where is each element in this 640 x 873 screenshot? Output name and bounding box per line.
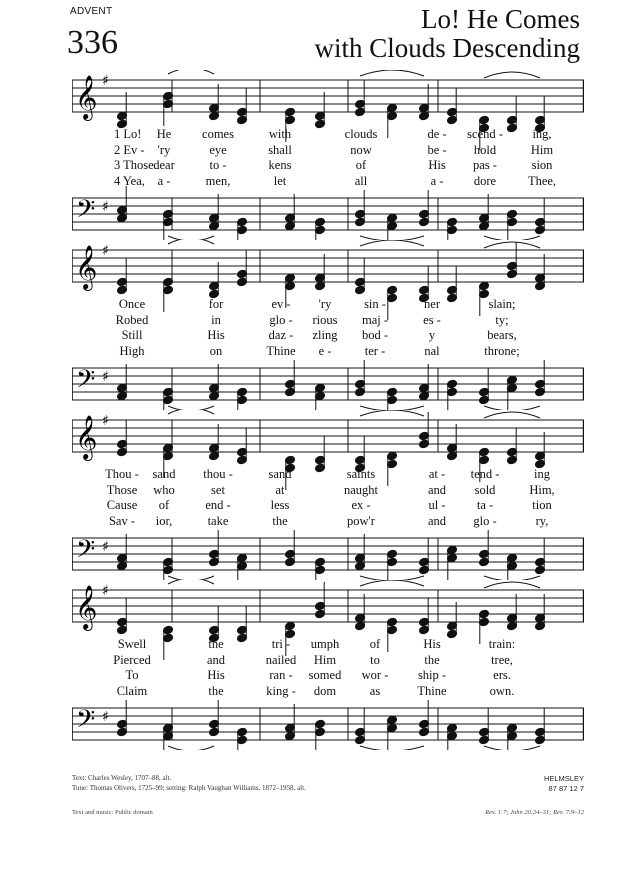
lyric-syllable: glo -: [269, 312, 293, 327]
lyric-syllable: set: [211, 482, 225, 497]
lyric-syllable: slain;: [488, 297, 516, 311]
lyric-syllable: His: [207, 328, 225, 342]
lyric-syllable: pas -: [473, 158, 497, 172]
lyric-syllable: who: [153, 482, 175, 497]
key-signature-sharp-icon: ♯: [102, 539, 109, 555]
treble-clef-icon: 𝄞: [75, 415, 98, 459]
lyric-syllable: the: [272, 513, 288, 528]
lyric-syllable: somed: [308, 668, 342, 682]
lyric-line-stanza-1: [72, 127, 584, 143]
lyric-syllable: ter -: [364, 343, 386, 358]
key-signature-sharp-icon: ♯: [102, 709, 109, 725]
lyric-syllable: less: [270, 498, 290, 512]
tune-credit: Tune: Thomas Olivers, 1725–99; setting: Ralph Vaughan Williams, 1872–1958, alt.: [72, 783, 306, 792]
scripture-references: Rev. 1:7; John 20:24–31; Rev. 7:9–12: [485, 809, 584, 816]
hymn-title: [180, 5, 580, 63]
key-signature-sharp-icon: ♯: [102, 413, 109, 429]
lyric-syllable: ty;: [495, 312, 509, 327]
lyric-syllable: His: [423, 637, 441, 651]
lyric-syllable: 1 Lo!: [114, 127, 142, 141]
lyric-syllable: naught: [343, 482, 379, 497]
lyric-syllable: be -: [427, 142, 447, 157]
lyric-syllable: now: [350, 142, 372, 157]
lyric-line-stanza-4: [72, 684, 584, 700]
music-system-1: [72, 70, 584, 240]
lyric-syllable: the: [424, 652, 440, 667]
lyric-syllable: He: [156, 127, 172, 141]
lyric-line-stanza-4: [72, 344, 584, 360]
lyric-syllable: maj -: [361, 312, 389, 327]
lyric-syllable: sion: [531, 158, 553, 172]
bass-staff: [72, 705, 584, 740]
lyric-syllable: pow'r: [347, 513, 375, 528]
text-credit: Text: Charles Wesley, 1707–88, alt.: [72, 774, 172, 782]
bass-staff: [72, 535, 584, 570]
lyric-syllable: Still: [121, 328, 143, 342]
lyric-syllable: for: [208, 297, 224, 311]
lyric-line-stanza-1: [72, 637, 584, 653]
lyric-syllable: end -: [205, 498, 231, 512]
lyric-syllable: 4 Yea,: [114, 173, 145, 188]
lyric-syllable: and: [206, 652, 226, 667]
lyric-syllable: ta -: [476, 498, 494, 512]
lyric-syllable: of: [369, 637, 381, 651]
tune-name: HELMSLEY: [543, 774, 584, 783]
lyric-syllable: with: [268, 127, 292, 141]
lyric-syllable: dore: [473, 173, 497, 188]
lyric-syllable: umph: [310, 637, 340, 651]
lyric-syllable: ex -: [351, 498, 371, 512]
meter: 87 87 12 7: [548, 783, 584, 793]
lyric-syllable: sand: [152, 467, 176, 481]
treble-staff: [72, 583, 584, 631]
lyric-syllable: comes: [202, 127, 234, 141]
lyric-line-stanza-2: [72, 313, 584, 329]
lyric-syllable: bears,: [487, 328, 517, 342]
hymn-title-line-2: with Clouds Descending: [314, 33, 580, 63]
lyric-syllable: Thou -: [105, 467, 139, 481]
lyric-line-stanza-2: [72, 483, 584, 499]
treble-staff: [72, 73, 584, 121]
lyric-syllable: es -: [423, 312, 441, 327]
music-system-3: [72, 410, 584, 580]
lyric-syllable: ior,: [155, 513, 173, 528]
lyric-syllable: To: [125, 668, 139, 682]
lyric-syllable: 3 Those: [114, 158, 154, 172]
lyric-line-stanza-2: [72, 143, 584, 159]
lyric-syllable: saints: [346, 467, 376, 481]
tune-info: [544, 774, 584, 793]
key-signature-sharp-icon: ♯: [102, 583, 109, 599]
lyric-syllable: wor -: [361, 668, 389, 682]
copyright: Text and music: Public domain: [72, 809, 153, 816]
lyric-syllable: king -: [266, 683, 296, 698]
lyric-syllable: glo -: [473, 513, 497, 528]
lyric-syllable: ship -: [417, 668, 447, 682]
lyric-syllable: at -: [428, 467, 446, 481]
lyric-syllable: dom: [313, 683, 337, 698]
treble-clef-icon: 𝄞: [75, 75, 98, 119]
lyric-syllable: Thee,: [527, 173, 557, 188]
lyric-syllable: tri -: [271, 637, 291, 651]
lyric-syllable: nal: [424, 343, 440, 358]
lyrics-block: [72, 637, 584, 699]
lyric-line-stanza-1: [72, 297, 584, 313]
lyric-syllable: sin -: [364, 297, 386, 311]
bass-clef-icon: 𝄢: [76, 195, 96, 230]
lyric-syllable: ev -: [271, 297, 291, 311]
lyric-syllable: His: [428, 158, 446, 172]
lyric-syllable: clouds: [344, 127, 378, 141]
lyric-syllable: ry,: [535, 513, 549, 528]
lyric-syllable: tree,: [491, 652, 513, 667]
lyric-syllable: hold: [473, 142, 497, 157]
lyrics-block: [72, 127, 584, 189]
key-signature-sharp-icon: ♯: [102, 73, 109, 89]
key-signature-sharp-icon: ♯: [102, 369, 109, 385]
lyric-syllable: dear: [153, 158, 175, 172]
lyric-syllable: the: [208, 637, 224, 651]
lyric-syllable: Thine: [417, 683, 447, 698]
lyric-syllable: let: [273, 173, 287, 188]
lyric-syllable: Robed: [115, 312, 149, 327]
lyric-syllable: ul -: [428, 498, 446, 512]
lyric-syllable: thou -: [203, 467, 233, 481]
lyric-syllable: zling: [312, 328, 338, 342]
lyric-syllable: 'ry: [157, 142, 171, 157]
lyric-syllable: all: [354, 173, 368, 188]
hymn-title-line-1: Lo! He Comes: [421, 4, 580, 34]
lyric-syllable: 'ry: [318, 297, 332, 311]
lyric-syllable: Cause: [106, 498, 138, 512]
lyric-syllable: ing: [534, 467, 550, 481]
treble-clef-icon: 𝄞: [75, 585, 98, 629]
lyric-syllable: at: [275, 482, 285, 497]
lyric-syllable: 2 Ev -: [114, 142, 145, 157]
lyric-syllable: shall: [268, 142, 292, 157]
hymn-number: 336: [67, 24, 118, 61]
key-signature-sharp-icon: ♯: [102, 199, 109, 215]
lyric-syllable: tend -: [470, 467, 500, 481]
bass-clef-icon: 𝄢: [76, 365, 96, 400]
lyric-syllable: men,: [205, 173, 231, 188]
lyric-syllable: de -: [427, 127, 447, 141]
credits: [72, 774, 306, 793]
lyric-syllable: of: [355, 158, 367, 172]
lyric-syllable: to -: [209, 158, 227, 172]
lyric-syllable: throne;: [484, 343, 520, 358]
lyric-syllable: on: [209, 343, 223, 358]
lyric-syllable: ers.: [493, 668, 511, 682]
lyric-line-stanza-3: [72, 668, 584, 684]
lyric-line-stanza-2: [72, 653, 584, 669]
bass-staff: [72, 365, 584, 400]
lyric-syllable: sold: [474, 482, 496, 497]
lyric-syllable: and: [427, 513, 447, 528]
lyrics-block: [72, 467, 584, 529]
lyric-syllable: a -: [430, 173, 444, 188]
lyric-syllable: and: [427, 482, 447, 497]
lyric-syllable: as: [369, 683, 381, 698]
lyric-syllable: in: [211, 312, 221, 327]
lyric-syllable: the: [208, 683, 224, 698]
lyric-line-stanza-4: [72, 174, 584, 190]
bass-staff: [72, 195, 584, 230]
lyric-syllable: rious: [312, 312, 338, 327]
lyric-syllable: ran -: [269, 668, 293, 682]
lyric-syllable: Pierced: [113, 652, 151, 667]
lyrics-block: [72, 297, 584, 359]
lyric-line-stanza-1: [72, 467, 584, 483]
lyric-syllable: Him: [530, 142, 554, 157]
lyric-syllable: nailed: [265, 652, 297, 667]
music-system-2: [72, 240, 584, 410]
lyric-syllable: High: [119, 343, 145, 358]
lyric-syllable: eye: [209, 142, 227, 157]
lyric-line-stanza-4: [72, 514, 584, 530]
treble-clef-icon: 𝄞: [75, 245, 98, 289]
lyric-syllable: bod -: [361, 328, 389, 342]
lyric-syllable: Him,: [529, 482, 555, 497]
lyric-line-stanza-3: [72, 328, 584, 344]
lyric-syllable: to: [370, 652, 380, 667]
lyric-syllable: Those: [106, 482, 138, 497]
lyric-line-stanza-3: [72, 158, 584, 174]
lyric-syllable: Thine: [266, 343, 296, 358]
lyric-syllable: Once: [118, 297, 146, 311]
lyric-syllable: take: [207, 513, 229, 528]
bass-clef-icon: 𝄢: [76, 535, 96, 570]
lyric-syllable: kens: [268, 158, 292, 172]
lyric-syllable: ing,: [532, 127, 552, 141]
lyric-syllable: y: [428, 328, 436, 342]
lyric-syllable: of: [158, 498, 170, 512]
lyric-syllable: Him: [313, 652, 337, 667]
key-signature-sharp-icon: ♯: [102, 243, 109, 259]
lyric-syllable: e -: [318, 343, 332, 358]
lyric-syllable: a -: [157, 173, 171, 188]
lyric-syllable: scend -: [467, 127, 503, 141]
lyric-syllable: daz -: [268, 328, 294, 342]
lyric-syllable: tion: [532, 498, 552, 512]
bass-clef-icon: 𝄢: [76, 705, 96, 740]
lyric-syllable: sand: [268, 467, 292, 481]
lyric-syllable: ner: [424, 297, 440, 311]
lyric-syllable: Claim: [116, 683, 148, 698]
section-label: ADVENT: [70, 6, 113, 17]
lyric-syllable: His: [207, 668, 225, 682]
lyric-syllable: own.: [489, 683, 515, 698]
lyric-syllable: Swell: [117, 637, 147, 651]
music-system-4: [72, 580, 584, 750]
lyric-line-stanza-3: [72, 498, 584, 514]
lyric-syllable: train:: [488, 637, 516, 651]
lyric-syllable: Sav -: [108, 513, 136, 528]
